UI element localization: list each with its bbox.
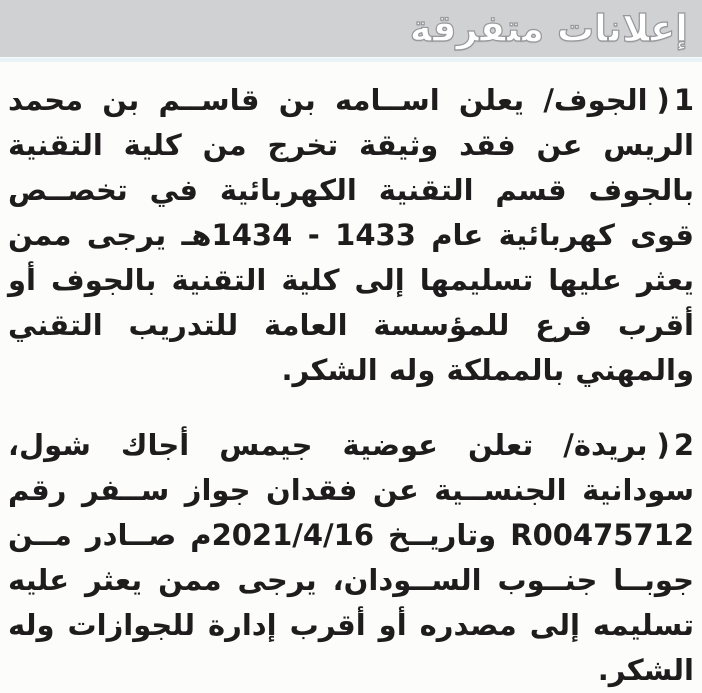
announcement-1-text: الجوف/ يعلن اســامه بن قاســم بن محمد الريس عن فقد وثيقة تخرج من كلية التقنية بالجوف قسم التقنية الكهربائية في تخصــص قوى كهربائية عام 1433 - 1434هـ يرجى ممن يعثر عليها تسليمها إلى كلية التقنية بالجوف أو أقرب فرع للمؤسسة العامة للتدريب التقني والمهني بالمملكة وله الشكر. — [8, 83, 694, 387]
announcements-list — [0, 62, 702, 693]
announcement-2-paren: ) — [656, 428, 670, 462]
announcement-1-paren: ) — [656, 83, 670, 117]
section-title: إعلانات متفرقة — [409, 7, 688, 50]
announcement-2 — [8, 423, 694, 693]
announcement-1-number: 1 — [673, 83, 694, 117]
announcement-2-number: 2 — [673, 428, 694, 462]
section-header-band — [0, 0, 702, 57]
announcement-2-text: بريدة/ تعلن عوضية جيمس أجاك شول، سودانية الجنســية عن فقدان جواز ســفر رقم R00475712 وتاريــخ 2021/4/16م صــادر مــن جوبــا جنــوب الســودان، يرجى ممن يعثر عليه تسليمه إلى مصدره أو أقرب إدارة للجوازات وله الشكر. — [8, 428, 694, 687]
announcement-1 — [8, 78, 694, 393]
